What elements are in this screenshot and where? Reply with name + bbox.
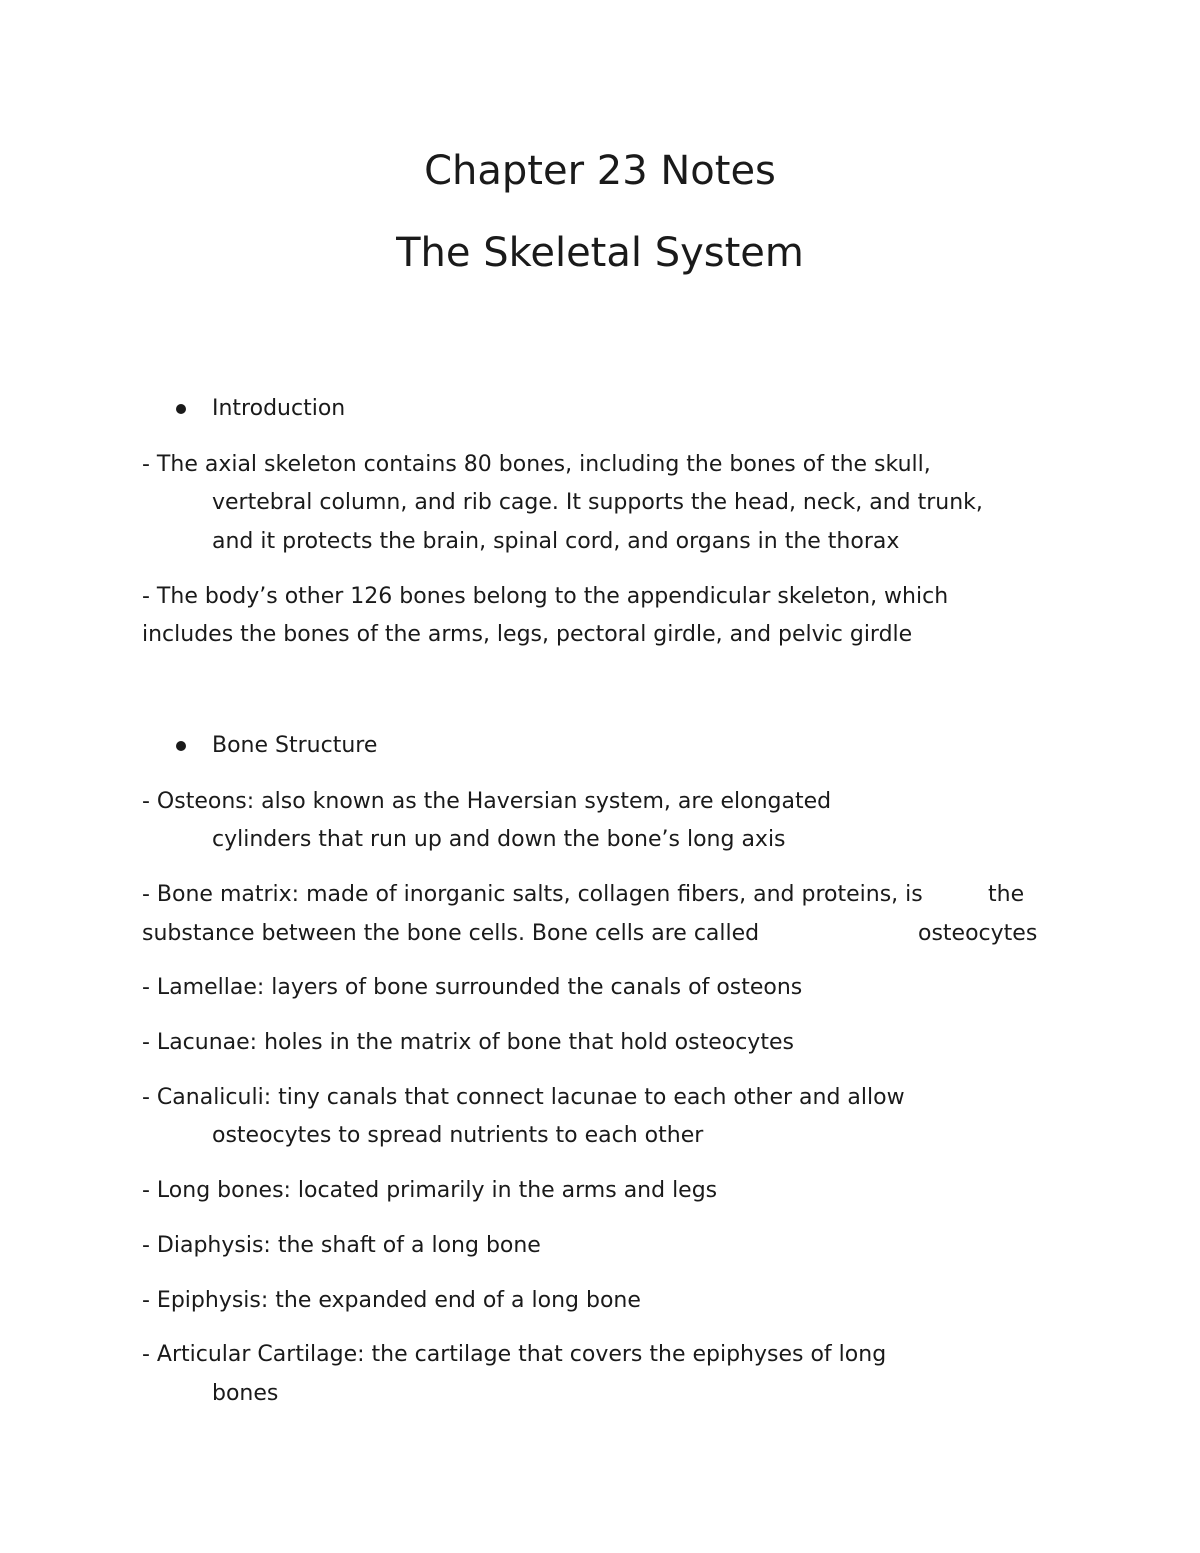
page-subtitle: The Skeletal System xyxy=(396,230,804,276)
note-line: bones xyxy=(212,1381,279,1406)
note-line: includes the bones of the arms, legs, pectoral girdle, and pelvic girdle xyxy=(142,622,913,647)
note-line: - Diaphysis: the shaft of a long bone xyxy=(142,1233,541,1258)
note-line: - Lamellae: layers of bone surrounded the canals of osteons xyxy=(142,975,803,1000)
note-line: - Bone matrix: made of inorganic salts, collagen fibers, and proteins, is xyxy=(142,882,923,907)
section-heading-introduction: Introduction xyxy=(212,396,346,421)
bullet-icon xyxy=(176,404,186,414)
note-line: osteocytes xyxy=(918,921,1038,946)
note-line: - The axial skeleton contains 80 bones, including the bones of the skull, xyxy=(142,452,931,477)
note-line: vertebral column, and rib cage. It supports the head, neck, and trunk, xyxy=(212,490,983,515)
section-heading-bone-structure: Bone Structure xyxy=(212,733,378,758)
note-line: and it protects the brain, spinal cord, and organs in the thorax xyxy=(212,529,900,554)
note-line: - Lacunae: holes in the matrix of bone that hold osteocytes xyxy=(142,1030,794,1055)
note-line: - Long bones: located primarily in the arms and legs xyxy=(142,1178,718,1203)
note-line: the xyxy=(988,882,1025,907)
note-line: - Osteons: also known as the Haversian system, are elongated xyxy=(142,789,832,814)
bullet-icon xyxy=(176,741,186,751)
note-line: - Epiphysis: the expanded end of a long bone xyxy=(142,1288,641,1313)
note-line: substance between the bone cells. Bone cells are called xyxy=(142,921,760,946)
note-line: cylinders that run up and down the bone’s long axis xyxy=(212,827,786,852)
note-line: - Canaliculi: tiny canals that connect lacunae to each other and allow xyxy=(142,1085,905,1110)
note-line: - The body’s other 126 bones belong to the appendicular skeleton, which xyxy=(142,584,949,609)
note-line: - Articular Cartilage: the cartilage that covers the epiphyses of long xyxy=(142,1342,887,1367)
page-title: Chapter 23 Notes xyxy=(424,148,776,194)
note-line: osteocytes to spread nutrients to each other xyxy=(212,1123,704,1148)
